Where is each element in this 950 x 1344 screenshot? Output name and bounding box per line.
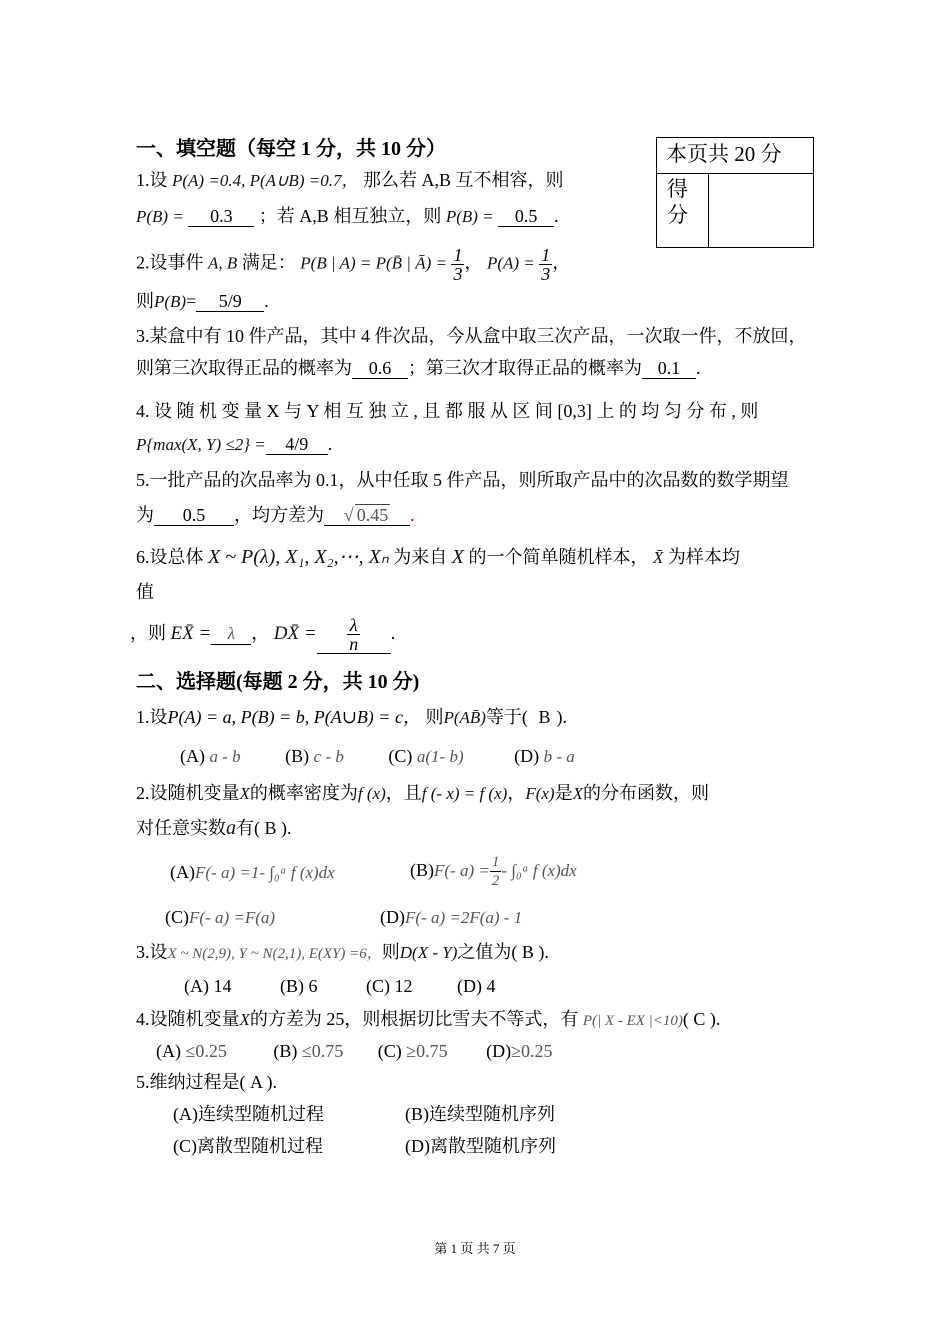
section2-title: 二、选择题(每题 2 分，共 10 分) [136,671,420,693]
answer-blank: 0.3 [188,206,254,227]
choice-q4: 4.设随机变量X的方差为 25，则根据切比雪夫不等式，有 P(| X - EX |<10)( C ). [136,1009,721,1029]
choice-q5-opt-c: (C)离散型随机过程 [173,1136,323,1156]
answer-blank: √ 0.45 [324,504,410,526]
choice-q3-opts: (A) 14 (B) 6 (C) 12 (D) 4 [184,976,496,996]
choice-q5: 5.维纳过程是( A ). [136,1072,278,1092]
page-footer: 第 1 页 共 7 页 [434,1241,516,1256]
answer-blank: $\frac{\lambda}{n}$ [317,616,391,654]
fill-q6-line3: ，则 EX̄ = λ ， DX̄ = $\frac{\lambda}{n}$ . [130,615,396,655]
fraction-1-3: $\frac{1}{3}$ [541,245,551,284]
answer-blank: 0.1 [642,358,696,379]
choice-q2-opt-d: (D)F(- a) =2F(a) - 1 [380,907,523,927]
choice-q4-opts: (A) ≤0.25 (B) ≤0.75 (C) ≥0.75 (D)≥0.25 [156,1041,553,1061]
fill-q6-line2: 值 [136,582,154,602]
choice-q5-opt-d: (D)离散型随机序列 [405,1136,556,1156]
fill-q1-line2: P(B) = 0.3 ；若 A,B 相互独立，则 P(B) = 0.5 . [136,206,559,226]
score-box-label: 得分 [657,174,709,247]
fill-q4-line2: P{max(X, Y) ≤2} = 4/9 . [136,434,333,454]
fraction-1-3: $\frac{1}{3}$ [453,245,463,284]
choice-q1: 1.设P(A) = a, P(B) = b, P(A∪B) = c， 则P(AB̄)等于( B ). [136,707,567,727]
choice-q2-line2: 对任意实数a有( B ). [136,817,292,839]
answer-blank: 4/9 [266,434,328,455]
answer-blank: λ [211,623,251,645]
choice-q2-line1: 2.设随机变量X的概率密度为f (x)，且f (- x) = f (x)，F(x)是X的分布函数，则 [136,783,709,803]
fill-q3-line1: 3.某盒中有 10 件产品，其中 4 件次品，今从盒中取三次产品，一次取一件，不放回， [136,326,807,346]
score-box [656,137,814,248]
choice-q2-opt-a: (A)F(- a) =1- ∫₀ᵃ f (x)dx [170,862,335,882]
fill-q2-line2: 则P(B)= 5/9 . [136,291,269,311]
choice-q1-opts: (A) a - b (B) c - b (C) a(1- b) (D) b - a [180,746,575,766]
fill-q5-line1: 5.一批产品的次品率为 0.1，从中任取 5 件产品，则所取产品中的次品数的数学期望 [136,470,789,490]
choice-q3: 3.设X ~ N(2,9), Y ~ N(2,1), E(XY) =6，则D(X - Y)之值为( B ). [136,942,549,962]
fill-q4-line1: 4. 设 随 机 变 量 X 与 Y 相 互 独 立 , 且 都 服 从 区 间 [0,3] 上 的 均 匀 分 布 , 则 [136,401,759,421]
choice-q2-opt-b: (B)F(- a) = $\frac{1}{2}$ - ∫₀ᵃ f (x)dx [410,854,577,890]
fill-q3-line2: 则第三次取得正品的概率为 0.6 ；第三次才取得正品的概率为 0.1 . [136,358,701,378]
fill-q2-line1: 2.设事件 A, B 满足： P(B | A) = P(B̄ | Ā) = $\frac{1}{3}$ ， P(A) = $\frac{1}{3}$ ， [136,245,571,284]
fill-q5-line2: 为 0.5 ，均方差为 √ 0.45 . [136,505,415,525]
fill-q1-line1: 1.设 P(A) =0.4, P(A∪B) =0.7， 那么若 A,B 互不相容，则 [136,170,564,190]
answer-blank: 0.5 [498,206,554,227]
answer-blank: 0.5 [154,505,234,526]
answer-blank: 0.6 [352,358,408,379]
answer-blank: 5/9 [196,291,264,312]
choice-q5-opt-a: (A)连续型随机过程 [173,1104,324,1124]
choice-q2-opt-c: (C)F(- a) =F(a) [165,907,276,927]
score-box-header: 本页共 20 分 [657,138,813,174]
section1-title: 一、填空题（每空 1 分，共 10 分） [136,138,446,160]
fill-q6-line1: 6.设总体 X ~ P(λ), X₁, X₂,⋯, Xₙ 为来自 X 的一个简单随机样本， X̄ 为样本均 [136,546,740,568]
choice-q5-opt-b: (B)连续型随机序列 [405,1104,555,1124]
